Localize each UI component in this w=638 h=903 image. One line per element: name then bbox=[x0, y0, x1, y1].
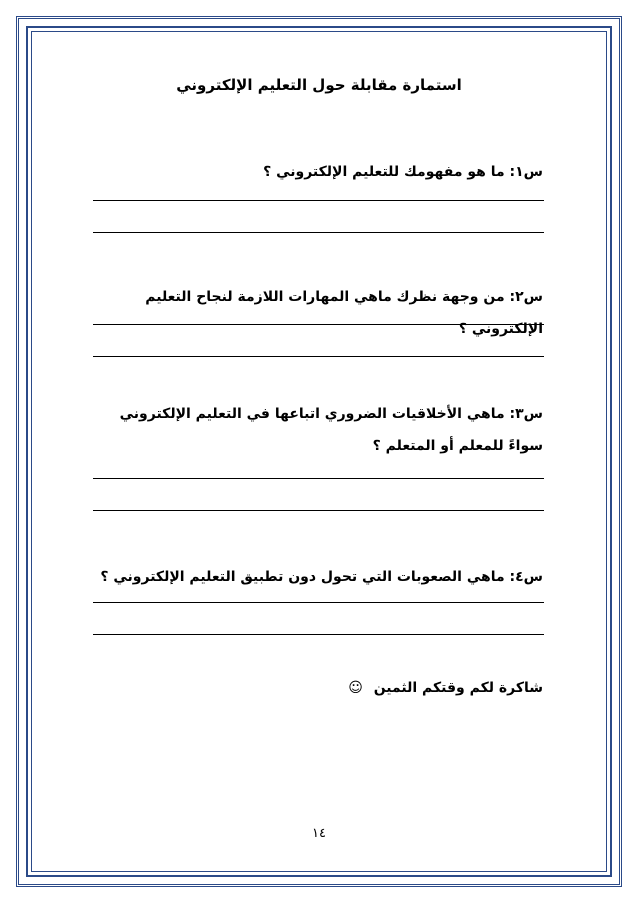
page-number: ١٤ bbox=[312, 826, 326, 841]
question-1: س١: ما هو مفهومك للتعليم الإلكتروني ؟ bbox=[263, 164, 543, 180]
thanks-note bbox=[348, 680, 543, 696]
answer-line bbox=[93, 356, 544, 357]
answer-line bbox=[93, 324, 544, 325]
smiley-icon: ☺ bbox=[348, 680, 363, 696]
answer-line bbox=[93, 200, 544, 201]
answer-line bbox=[93, 478, 544, 479]
question-4: س٤: ماهي الصعوبات التي تحول دون تطبيق التعليم الإلكتروني ؟ bbox=[100, 569, 543, 585]
thanks-text: شاكرة لكم وقتكم الثمين bbox=[373, 680, 543, 696]
question-3: س٣: ماهي الأخلاقيات الضروري اتباعها في التعليم الإلكتروني سواءً للمعلم أو المتعلم ؟ bbox=[119, 406, 543, 454]
answer-line bbox=[93, 232, 544, 233]
answer-line bbox=[93, 510, 544, 511]
page-title: استمارة مقابلة حول التعليم الإلكتروني bbox=[176, 76, 462, 94]
question-2: س٢: من وجهة نظرك ماهي المهارات اللازمة لنجاح التعليم الإلكتروني ؟ bbox=[145, 289, 543, 337]
answer-line bbox=[93, 602, 544, 603]
answer-line bbox=[93, 634, 544, 635]
